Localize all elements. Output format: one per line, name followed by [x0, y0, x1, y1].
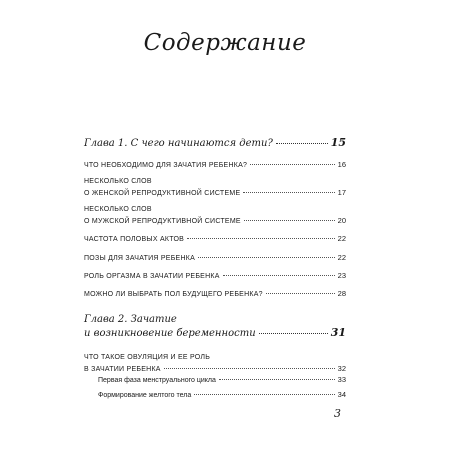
toc-page: 34 [337, 390, 346, 399]
toc-entry[interactable] [84, 253, 346, 265]
dot-leader [187, 238, 335, 239]
toc-title: ПОЗЫ ДЛЯ ЗАЧАТИЯ РЕБЕНКА [84, 255, 196, 262]
toc-title: ЧТО НЕОБХОДИМО ДЛЯ ЗАЧАТИЯ РЕБЕНКА? [84, 162, 248, 169]
toc-title: Формирование желтого тела [98, 392, 192, 399]
toc-title: РОЛЬ ОРГАЗМА В ЗАЧАТИИ РЕБЕНКА [84, 273, 220, 280]
toc-page: 20 [337, 215, 346, 225]
toc-page: 15 [330, 136, 346, 149]
dot-leader [223, 275, 335, 276]
toc-page: 16 [337, 160, 346, 169]
toc-title-line: Глава 2. Зачатие [84, 314, 177, 325]
toc-chapter-2[interactable] [84, 314, 346, 340]
toc-entry[interactable] [84, 160, 346, 172]
toc-page: 23 [337, 271, 346, 280]
toc-title: Первая фаза менструального цикла [98, 377, 216, 384]
toc-title: и возникновение беременности [84, 328, 256, 339]
toc-title-line: ЧТО ТАКОЕ ОВУЛЯЦИЯ И ЕЕ РОЛЬ [84, 354, 211, 361]
toc-page: 31 [330, 326, 346, 339]
dot-leader [194, 394, 334, 395]
toc-title: О ЖЕНСКОЙ РЕПРОДУКТИВНОЙ СИСТЕМЕ [84, 189, 241, 197]
dot-leader [244, 220, 335, 221]
dot-leader [266, 293, 335, 294]
dot-leader [243, 192, 334, 193]
dot-leader [198, 257, 335, 258]
toc-title-line: НЕСКОЛЬКО СЛОВ [84, 178, 152, 185]
toc-title-line: НЕСКОЛЬКО СЛОВ [84, 206, 152, 213]
toc-title: В ЗАЧАТИИ РЕБЕНКА [84, 365, 161, 373]
toc-entry[interactable] [84, 234, 346, 246]
toc-entry[interactable] [84, 271, 346, 283]
toc-entry[interactable] [84, 289, 346, 301]
toc-page: 28 [337, 289, 346, 298]
toc-subentry[interactable] [98, 375, 346, 386]
toc-entry[interactable] [84, 177, 346, 199]
toc-page: 22 [337, 253, 346, 262]
toc-entry[interactable] [84, 353, 346, 375]
dot-leader [219, 379, 335, 380]
page-title: Содержание [143, 30, 307, 56]
toc-title: О МУЖСКОЙ РЕПРОДУКТИВНОЙ СИСТЕМЕ [84, 217, 241, 225]
toc-page: 17 [337, 187, 346, 197]
toc-chapter-1[interactable] [84, 136, 346, 150]
dot-leader [164, 368, 335, 369]
toc-subentry[interactable] [98, 390, 346, 401]
dot-leader [250, 164, 334, 165]
toc-page: 32 [337, 363, 346, 373]
toc-page: 22 [337, 234, 346, 243]
toc-title: МОЖНО ЛИ ВЫБРАТЬ ПОЛ БУДУЩЕГО РЕБЕНКА? [84, 291, 263, 298]
dot-leader [276, 143, 328, 144]
toc-title: ЧАСТОТА ПОЛОВЫХ АКТОВ [84, 236, 185, 243]
dot-leader [259, 333, 328, 334]
toc-title: Глава 1. С чего начинаются дети? [84, 138, 273, 149]
toc-entry[interactable] [84, 205, 346, 227]
page-number: 3 [334, 407, 341, 420]
toc-page: 33 [337, 375, 346, 384]
